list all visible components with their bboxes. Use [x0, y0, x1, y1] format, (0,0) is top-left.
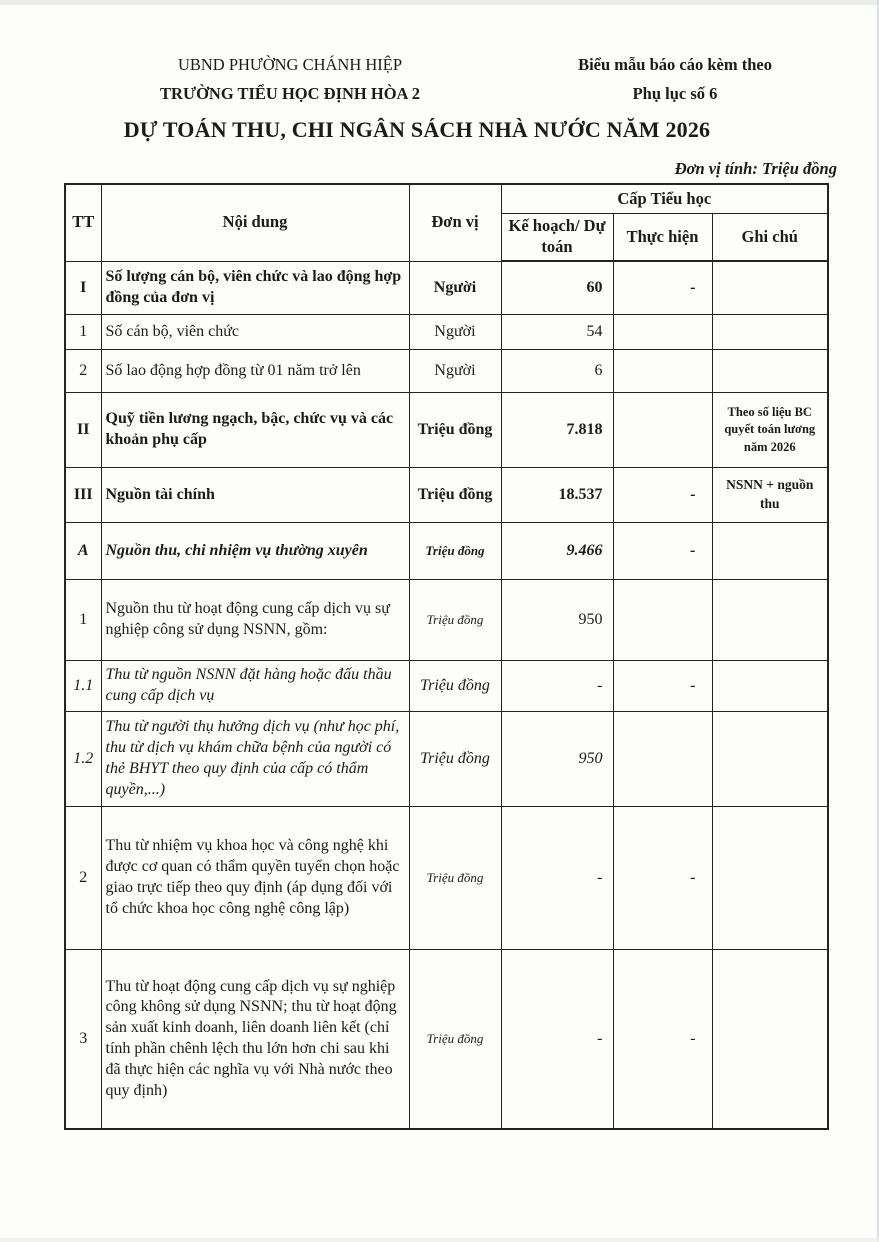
budget-table: [64, 183, 829, 1130]
table-row: [65, 712, 828, 807]
form-reference-block: [555, 50, 795, 108]
cell-content: Quỹ tiền lương ngạch, bậc, chức vụ và các khoản phụ cấp: [101, 393, 409, 468]
col-header-tt: TT: [65, 184, 101, 261]
cell-note: [712, 950, 828, 1130]
cell-actual-value: -: [613, 261, 712, 315]
cell-row-number: A: [65, 523, 101, 580]
cell-content: Thu từ hoạt động cung cấp dịch vụ sự nghiệp công không sử dụng NSNN; thu từ hoạt động sản xuất kinh doanh, liên doanh liên kết (chỉ tính phần chênh lệch thu lớn hơn chi sau khi đã thực hiện các nghĩa vụ với Nhà nước theo quy định): [101, 950, 409, 1130]
cell-row-number: II: [65, 393, 101, 468]
appendix-number: Phụ lục số 6: [632, 84, 718, 103]
table-row: [65, 261, 828, 315]
cell-unit: Người: [409, 350, 501, 393]
table-row: [65, 950, 828, 1130]
cell-plan-value: 18.537: [501, 468, 613, 523]
cell-actual-value: -: [613, 950, 712, 1130]
cell-note: [712, 350, 828, 393]
cell-actual-value: [613, 712, 712, 807]
cell-content: Thu từ nguồn NSNN đặt hàng hoặc đấu thầu cung cấp dịch vụ: [101, 661, 409, 712]
cell-note: NSNN + nguồn thu: [712, 468, 828, 523]
table-row: [65, 523, 828, 580]
cell-row-number: 1.2: [65, 712, 101, 807]
cell-plan-value: -: [501, 661, 613, 712]
cell-row-number: 1.1: [65, 661, 101, 712]
col-header-unit: Đơn vị: [409, 184, 501, 261]
cell-unit: Triệu đồng: [409, 468, 501, 523]
cell-unit: Triệu đồng: [409, 393, 501, 468]
cell-unit: Người: [409, 261, 501, 315]
cell-actual-value: [613, 315, 712, 350]
cell-content: Nguồn thu, chi nhiệm vụ thường xuyên: [101, 523, 409, 580]
cell-actual-value: -: [613, 807, 712, 950]
cell-note: [712, 661, 828, 712]
cell-content: Nguồn tài chính: [101, 468, 409, 523]
cell-row-number: 2: [65, 807, 101, 950]
cell-plan-value: 60: [501, 261, 613, 315]
cell-note: [712, 261, 828, 315]
table-row: [65, 468, 828, 523]
cell-note: [712, 807, 828, 950]
cell-actual-value: [613, 350, 712, 393]
table-row: [65, 350, 828, 393]
cell-content: Thu từ người thụ hưởng dịch vụ (như học phí, thu từ dịch vụ khám chữa bệnh của người có thẻ BHYT theo quy định của cấp có thẩm quyền,...): [101, 712, 409, 807]
currency-unit-note: Đơn vị tính: Triệu đồng: [674, 159, 837, 178]
col-header-content: Nội dung: [101, 184, 409, 261]
table-row: [65, 580, 828, 661]
cell-plan-value: -: [501, 807, 613, 950]
col-header-note: Ghi chú: [712, 214, 828, 262]
cell-unit: Triệu đồng: [409, 580, 501, 661]
scan-edge-top: [0, 0, 879, 5]
cell-content: Nguồn thu từ hoạt động cung cấp dịch vụ sự nghiệp công sử dụng NSNN, gồm:: [101, 580, 409, 661]
cell-unit: Triệu đồng: [409, 661, 501, 712]
org-school-name: TRƯỜNG TIỂU HỌC ĐỊNH HÒA 2: [160, 84, 420, 103]
col-header-actual: Thực hiện: [613, 214, 712, 262]
cell-content: Số lao động hợp đồng từ 01 năm trở lên: [101, 350, 409, 393]
table-row: [65, 393, 828, 468]
cell-unit: Triệu đồng: [409, 712, 501, 807]
cell-unit: Triệu đồng: [409, 950, 501, 1130]
cell-plan-value: 7.818: [501, 393, 613, 468]
cell-plan-value: 9.466: [501, 523, 613, 580]
cell-row-number: 3: [65, 950, 101, 1130]
cell-row-number: III: [65, 468, 101, 523]
issuing-org-block: [135, 50, 445, 108]
cell-content: Số cán bộ, viên chức: [101, 315, 409, 350]
table-body: [65, 261, 828, 1129]
cell-plan-value: 950: [501, 712, 613, 807]
table-row: [65, 807, 828, 950]
cell-note: [712, 580, 828, 661]
cell-plan-value: 950: [501, 580, 613, 661]
cell-content: Số lượng cán bộ, viên chức và lao động hợp đồng của đơn vị: [101, 261, 409, 315]
col-group-header-level: Cấp Tiểu học: [501, 184, 828, 214]
cell-plan-value: -: [501, 950, 613, 1130]
col-header-plan: Kế hoạch/ Dự toán: [501, 214, 613, 262]
table-row: [65, 661, 828, 712]
table-row: [65, 315, 828, 350]
cell-note: [712, 523, 828, 580]
cell-note: [712, 315, 828, 350]
document-header: [0, 50, 879, 110]
cell-actual-value: [613, 393, 712, 468]
cell-note: [712, 712, 828, 807]
cell-unit: Triệu đồng: [409, 523, 501, 580]
form-reference-note: Biểu mẫu báo cáo kèm theo: [578, 55, 772, 74]
cell-row-number: 1: [65, 315, 101, 350]
cell-note: Theo số liệu BC quyết toán lương năm 2026: [712, 393, 828, 468]
document-title: DỰ TOÁN THU, CHI NGÂN SÁCH NHÀ NƯỚC NĂM 2026: [123, 117, 711, 142]
cell-plan-value: 54: [501, 315, 613, 350]
cell-actual-value: -: [613, 523, 712, 580]
cell-plan-value: 6: [501, 350, 613, 393]
cell-content: Thu từ nhiệm vụ khoa học và công nghệ khi được cơ quan có thẩm quyền tuyển chọn hoặc giao trực tiếp theo quy định (áp dụng đối với tổ chức khoa học công nghệ công lập): [101, 807, 409, 950]
cell-actual-value: [613, 580, 712, 661]
cell-row-number: 1: [65, 580, 101, 661]
org-parent-name: UBND PHƯỜNG CHÁNH HIỆP: [177, 55, 403, 74]
table-header: [65, 184, 828, 261]
scan-edge-bottom: [0, 1238, 879, 1242]
cell-unit: Người: [409, 315, 501, 350]
cell-actual-value: -: [613, 661, 712, 712]
cell-unit: Triệu đồng: [409, 807, 501, 950]
cell-actual-value: -: [613, 468, 712, 523]
cell-row-number: I: [65, 261, 101, 315]
cell-row-number: 2: [65, 350, 101, 393]
